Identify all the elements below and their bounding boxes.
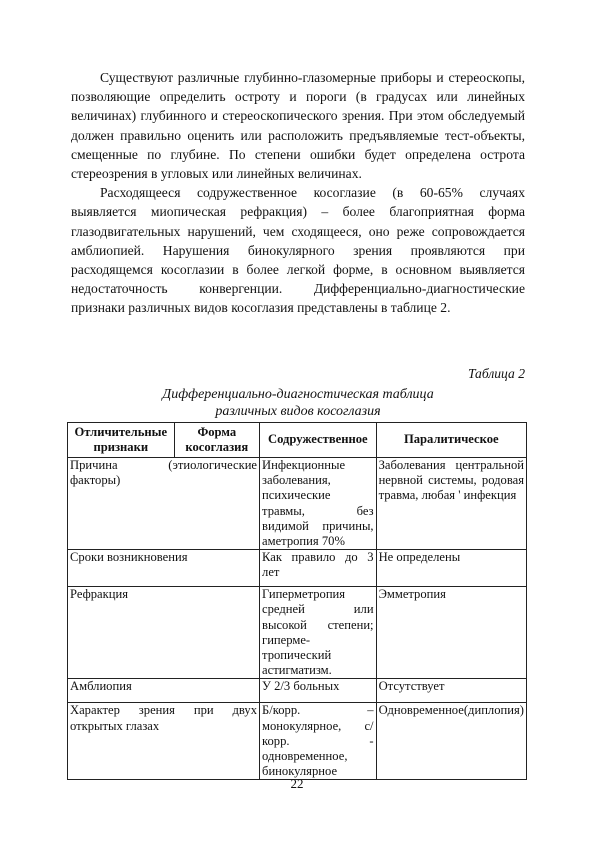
table-row [68,587,527,679]
table-header-row [68,423,527,458]
row-paralytic: Не определены [376,550,526,587]
body-text [71,68,525,318]
table-title-line-1: Дифференциально-диагностическая таблица [162,387,434,402]
page-number: 22 [290,776,304,791]
header-strabismus-form: Форма косоглазия [174,423,259,458]
row-concomitant: Как правило до 3 лет [260,550,377,587]
row-paralytic: Заболевания центральной нервной системы, родовая травма, любая ' инфекция [376,458,526,550]
row-feature: Причина (этиологические факторы) [68,458,260,550]
header-paralytic: Паралитическое [376,423,526,458]
table-row [68,679,527,703]
row-concomitant: У 2/3 больных [260,679,377,703]
row-feature: Сроки возникновения [68,550,260,587]
table-row [68,458,527,550]
row-concomitant: Инфекционные заболевания, психические травмы, без видимой причины, аметропия 70% [260,458,377,550]
row-paralytic: Эмметропия [376,587,526,679]
row-feature: Рефракция [68,587,260,679]
row-concomitant: Гиперметропия средней или высокой степени; гиперме-тропический астигматизм. [260,587,377,679]
header-concomitant: Содружественное [260,423,377,458]
paragraph-2: Расходящееся содружественное косоглазие (в 60-65% случаях выявляется миопическая рефракция) – более благоприятная форма глазодвигательных нарушений, чем сходящееся, оно реже сопровождается амблиопией. Нарушения бинокулярного зрения проявляются при расходящемся косоглазии в более легкой форме, в основном выявляется недостаточность конвергенции. Дифференциально-диагностические признаки различных видов косоглазия представлены в таблице 2. [71,185,525,316]
row-paralytic: Отсутствует [376,679,526,703]
paragraph-1: Существуют различные глубинно-глазомерные приборы и стереоскопы, позволяющие определить остроту и пороги (в градусах или линейных величинах) глубинного и стереоскопического зрения. При этом обследуемый должен правильно оценить или расположить предъявляемые тест-объекты, смещенные по глубине. По степени ошибки будет определена острота стереозрения в угловых или линейных величинах. [71,70,525,182]
table-title-line-2: различных видов косоглазия [215,404,381,419]
table-row [68,550,527,587]
row-feature: Характер зрения при двух открытых глазах [68,703,260,780]
comparison-table [67,422,527,780]
row-concomitant: Б/корр. – монокулярное, с/корр. - одновременное, бинокулярное [260,703,377,780]
row-feature: Амблиопия [68,679,260,703]
table-label: Таблица 2 [467,366,525,381]
header-features: Отличительные признаки [68,423,175,458]
table-row [68,703,527,780]
row-paralytic: Одновременное(диплопия) [376,703,526,780]
table-title [71,386,525,420]
